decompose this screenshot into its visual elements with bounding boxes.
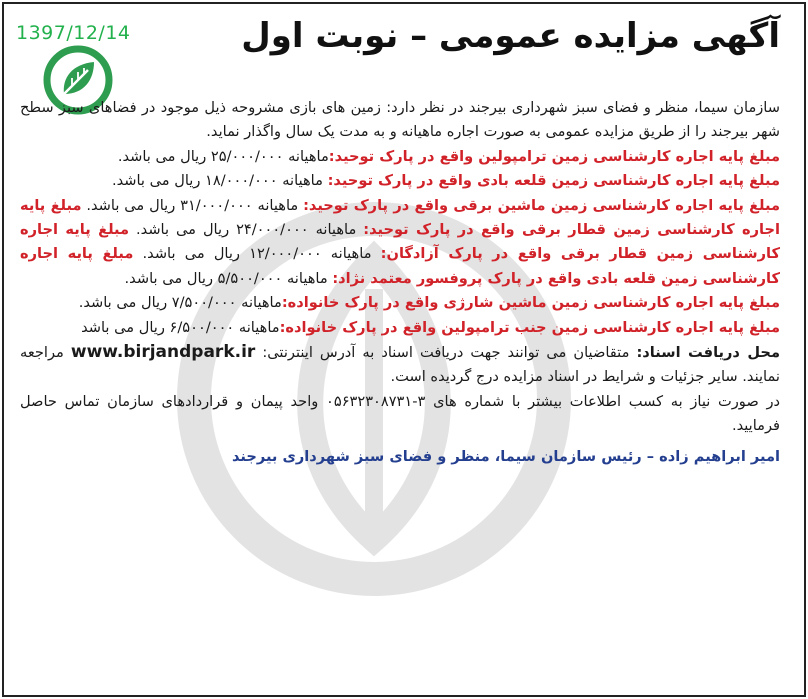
- item-label: مبلغ پایه اجاره کارشناسی زمین ترامپولین واقع در پارک توحید:: [328, 147, 780, 165]
- intro-paragraph: سازمان سیما، منظر و فضای سبز شهرداری بیرجند در نظر دارد: زمین های بازی مشروحه ذیل موجود در فضاهای سبز سطح شهر بیرجند را از طریق مزایده عمومی به صورت اجاره ماهیانه و به مدت یک سال واگذار نماید.: [20, 99, 780, 141]
- item-label: مبلغ پایه اجاره کارشناسی زمین قطار برقی واقع در پارک آزادگان:: [20, 221, 780, 263]
- documents-after: مراجعه نمایند. سایر جزئیات و شرایط در اسناد مزایده درج گردیده است.: [20, 344, 780, 386]
- item-value: ماهیانه ۱۲/۰۰۰/۰۰۰ ریال می باشد.: [142, 245, 381, 263]
- item-row: [20, 194, 780, 292]
- item-value: ماهیانه ۱۸/۰۰۰/۰۰۰ ریال می باشد.: [111, 172, 328, 190]
- item-row: [20, 291, 780, 315]
- documents-label: محل دریافت اسناد:: [636, 344, 780, 362]
- item-label: مبلغ پایه اجاره کارشناسی زمین ماشین برقی واقع در پارک توحید:: [303, 196, 781, 214]
- item-row: [20, 169, 780, 193]
- item-label: مبلغ پایه اجاره کارشناسی زمین ماشین شارژی واقع در پارک خانواده:: [281, 294, 780, 312]
- item-label: مبلغ پایه اجاره کارشناسی زمین قطار برقی واقع در پارک توحید:: [20, 196, 780, 239]
- item-row: [20, 145, 780, 169]
- item-value: ماهیانه ۵/۵۰۰/۰۰۰ ریال می باشد.: [124, 269, 333, 287]
- item-value: ماهیانه ۶/۵۰۰/۰۰۰ ریال می باشد: [81, 318, 280, 336]
- item-row: [20, 316, 780, 340]
- item-value: ماهیانه ۷/۵۰۰/۰۰۰ ریال می باشد.: [78, 294, 282, 312]
- item-value: ماهیانه ۳۱/۰۰۰/۰۰۰ ریال می باشد.: [86, 196, 304, 214]
- item-value: ماهیانه ۲۵/۰۰۰/۰۰۰ ریال می باشد.: [117, 147, 329, 165]
- item-value: ماهیانه ۲۴/۰۰۰/۰۰۰ ریال می باشد.: [136, 221, 364, 239]
- signature: امیر ابراهیم زاده – رئیس سازمان سیما، منظر و فضای سبز شهرداری بیرجند: [231, 447, 780, 465]
- contact-paragraph: در صورت نیاز به کسب اطلاعات بیشتر با شماره های ۳-۰۵۶۳۲۳۰۸۷۳۱ واحد پیمان و قراردادهای سازمان تماس حاصل فرمایید.: [20, 392, 780, 435]
- item-label: مبلغ پایه اجاره کارشناسی زمین جنب ترامپولین واقع در پارک خانواده:: [279, 318, 780, 336]
- publication-date: 1397/12/14: [16, 22, 131, 44]
- announcement-body: [20, 96, 780, 469]
- item-label: مبلغ پایه اجاره کارشناسی زمین قلعه بادی واقع در پارک پروفسور معتمد نژاد:: [20, 245, 780, 287]
- website-link[interactable]: www.birjandpark.ir: [70, 342, 256, 363]
- item-label: مبلغ پایه اجاره کارشناسی زمین قلعه بادی واقع در پارک توحید:: [327, 172, 780, 190]
- documents-text: متقاضیان می توانند جهت دریافت اسناد به آدرس اینترنتی:: [255, 344, 637, 362]
- page-title: آگهی مزایده عمومی – نوبت اول: [241, 16, 780, 56]
- documents-paragraph: [20, 340, 780, 390]
- advertisement-frame: [2, 2, 806, 697]
